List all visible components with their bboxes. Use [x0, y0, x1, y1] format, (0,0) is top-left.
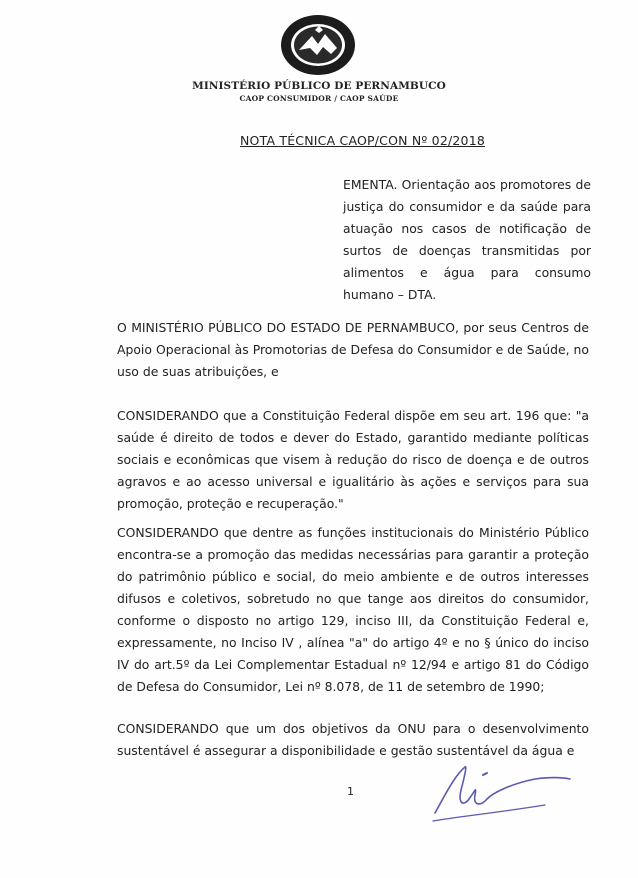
- department-line: CAOP CONSUMIDOR / CAOP SAÚDE: [239, 94, 399, 103]
- paragraph-intro: O MINISTÉRIO PÚBLICO DO ESTADO DE PERNAMBUCO, por seus Centros de Apoio Operacional às Promotorias de Defesa do Consumidor e de Saúde, no uso de suas atribuições, e: [117, 320, 589, 379]
- organization-name: MINISTÉRIO PÚBLICO DE PERNAMBUCO: [192, 80, 446, 92]
- document-title: NOTA TÉCNICA CAOP/CON Nº 02/2018: [240, 133, 486, 148]
- handwritten-signature: [425, 755, 575, 825]
- mppe-seal-logo: [279, 14, 357, 78]
- paragraph-considerando-3: CONSIDERANDO que um dos objetivos da ONU para o desenvolvimento sustentável é assegurar a disponibilidade e gestão sustentável da água e: [117, 721, 589, 758]
- paragraph-considerando-1: CONSIDERANDO que a Constituição Federal dispõe em seu art. 196 que: "a saúde é direito de todos e dever do Estado, garantido mediante políticas sociais e econômicas que visem à redução do risco de doença e de outros agravos e ao acesso universal e igualitário às ações e serviços para sua promoção, proteção e recuperação.": [117, 408, 589, 511]
- page-number: 1: [347, 785, 354, 798]
- ementa-block: EMENTA. Orientação aos promotores de justiça do consumidor e da saúde para atuação nos casos de notificação de surtos de doenças transmitidas por alimentos e água para consumo humano – DTA.: [343, 177, 591, 302]
- paragraph-considerando-2: CONSIDERANDO que dentre as funções institucionais do Ministério Público encontra-se a promoção das medidas necessárias para garantir a proteção do patrimônio público e social, do meio ambiente e de outros interesses difusos e coletivos, sobretudo no que tange aos direitos do consumidor, conforme o disposto no artigo 129, inciso III, da Constituição Federal e, expressamente, no Inciso IV , alínea "a" do artigo 4º e no § único do inciso IV do art.5º da Lei Complementar Estadual nº 12/94 e artigo 81 do Código de Defesa do Consumidor, Lei nº 8.078, de 11 de setembro de 1990;: [117, 525, 589, 694]
